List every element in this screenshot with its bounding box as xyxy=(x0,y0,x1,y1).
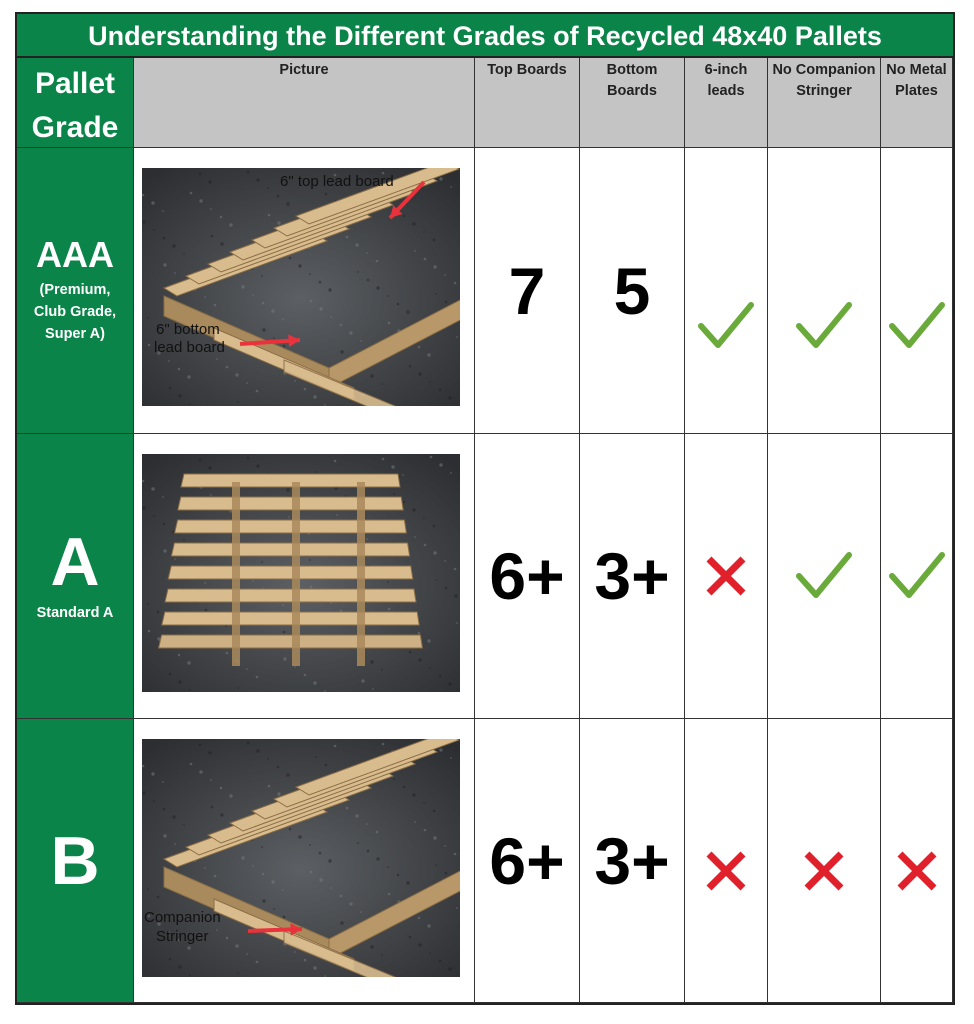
cross-icon xyxy=(894,848,940,894)
top-boards-cell xyxy=(475,434,580,719)
grade-cell-aaa xyxy=(17,148,134,434)
no-companion-stringer-cell xyxy=(768,719,881,1003)
no-metal-plates-cell xyxy=(881,148,953,434)
bottom-boards-cell xyxy=(580,434,685,719)
header-label: Top Boards xyxy=(487,62,567,78)
header-label: Pallet Grade xyxy=(31,67,119,144)
no-companion-stringer-cell xyxy=(768,148,881,434)
no-metal-plates-cell xyxy=(881,434,953,719)
check-icon xyxy=(696,300,756,352)
bottom-boards-value: 3+ xyxy=(594,539,670,613)
bottom-boards-cell xyxy=(580,719,685,1003)
pallet-photo xyxy=(142,168,460,406)
header-bottom-boards xyxy=(580,58,685,148)
header-label: Picture xyxy=(279,62,329,78)
no-metal-plates-cell xyxy=(881,719,953,1003)
grade-label: B xyxy=(50,822,100,899)
header-label: No Companion Stringer xyxy=(772,62,876,99)
page-title: Understanding the Different Grades of Recycled 48x40 Pallets xyxy=(17,14,953,58)
pallet-photo xyxy=(142,739,460,977)
header-grade xyxy=(17,58,134,148)
pallet-photo xyxy=(142,454,460,692)
photo-label-top-lead: 6" top lead board xyxy=(280,173,394,190)
header-label: 6-inch leads xyxy=(704,62,748,99)
grade-cell-b xyxy=(17,719,134,1003)
check-icon xyxy=(887,550,947,602)
check-icon xyxy=(794,300,854,352)
bottom-boards-cell xyxy=(580,148,685,434)
cross-icon xyxy=(801,848,847,894)
grade-label: AAA xyxy=(36,233,114,275)
photo-label-bottom-lead-line1: 6" bottom xyxy=(156,321,220,338)
pallet-photo-frame xyxy=(142,168,460,406)
top-boards-cell xyxy=(475,148,580,434)
photo-label-companion-line1: Companion xyxy=(144,909,221,926)
photo-label-companion-line2: Stringer xyxy=(156,928,209,945)
header-label: No Metal Plates xyxy=(886,62,947,99)
top-boards-value: 6+ xyxy=(489,823,565,898)
picture-cell xyxy=(134,719,475,1003)
check-icon xyxy=(887,300,947,352)
header-no-metal-plates xyxy=(881,58,953,148)
cross-icon xyxy=(703,848,749,894)
cross-icon xyxy=(703,553,749,599)
picture-cell xyxy=(134,434,475,719)
no-companion-stringer-cell xyxy=(768,434,881,719)
grade-subtitle: (Premium, Club Grade, Super A) xyxy=(33,281,117,342)
check-icon xyxy=(794,550,854,602)
header-no-companion-stringer xyxy=(768,58,881,148)
picture-cell xyxy=(134,148,475,434)
bottom-boards-value: 3+ xyxy=(594,823,670,898)
bottom-boards-value: 5 xyxy=(613,253,651,328)
header-six-inch-leads xyxy=(685,58,768,148)
pallet-photo-frame xyxy=(142,739,460,977)
six-inch-leads-cell xyxy=(685,719,768,1003)
top-boards-cell xyxy=(475,719,580,1003)
pallet-photo-frame xyxy=(142,454,460,692)
grade-cell-a xyxy=(17,434,134,719)
pallet-grades-table xyxy=(15,12,955,1005)
grade-subtitle: Standard A xyxy=(36,605,114,621)
header-top-boards xyxy=(475,58,580,148)
six-inch-leads-cell xyxy=(685,148,768,434)
header-label: Bottom Boards xyxy=(606,62,658,99)
photo-label-bottom-lead-line2: lead board xyxy=(154,339,225,356)
top-boards-value: 7 xyxy=(508,253,546,328)
six-inch-leads-cell xyxy=(685,434,768,719)
grade-label: A xyxy=(50,524,100,600)
top-boards-value: 6+ xyxy=(489,539,565,613)
header-picture xyxy=(134,58,475,148)
